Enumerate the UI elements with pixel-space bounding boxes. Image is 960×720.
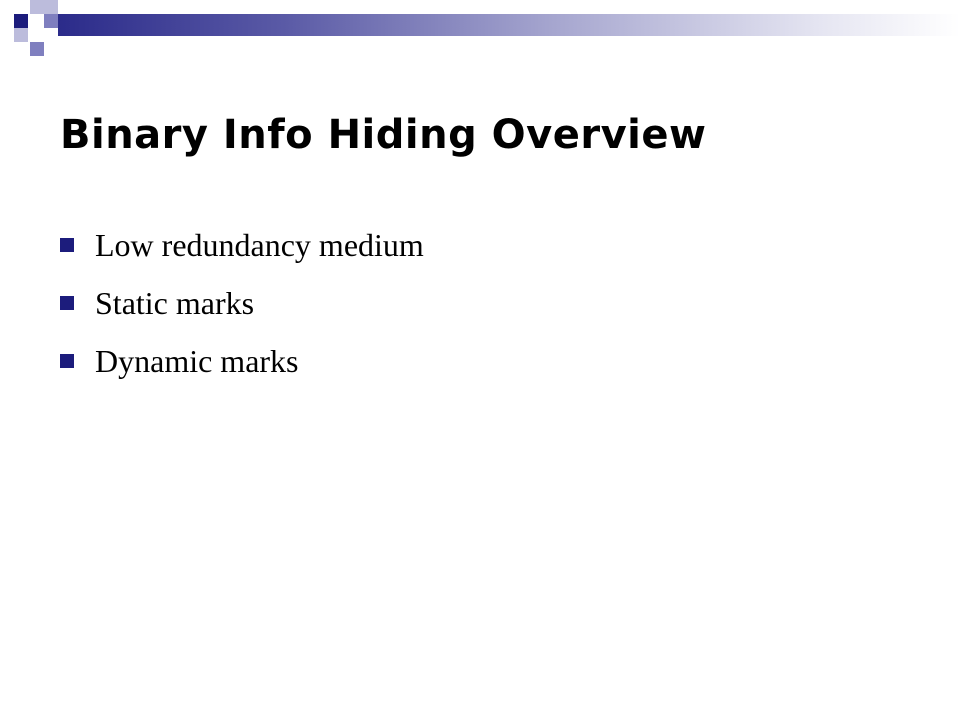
square-bullet-icon [60,296,74,310]
decor-square-icon [14,14,28,28]
decor-square-icon [44,14,58,28]
bullet-text: Static marks [95,284,255,321]
gradient-bar [58,14,960,36]
header-decoration [0,0,960,60]
list-item [60,332,424,390]
bullet-text: Dynamic marks [95,342,299,379]
square-bullet-icon [60,354,74,368]
square-bullet-icon [60,238,74,252]
bullet-list [60,216,424,390]
decor-square-icon [44,0,58,14]
decor-square-icon [30,0,44,14]
decor-square-icon [14,28,28,42]
decor-square-icon [30,42,44,56]
list-item [60,216,424,274]
bullet-text: Low redundancy medium [95,226,424,263]
list-item [60,274,424,332]
slide-title: Binary Info Hiding Overview [60,112,707,158]
